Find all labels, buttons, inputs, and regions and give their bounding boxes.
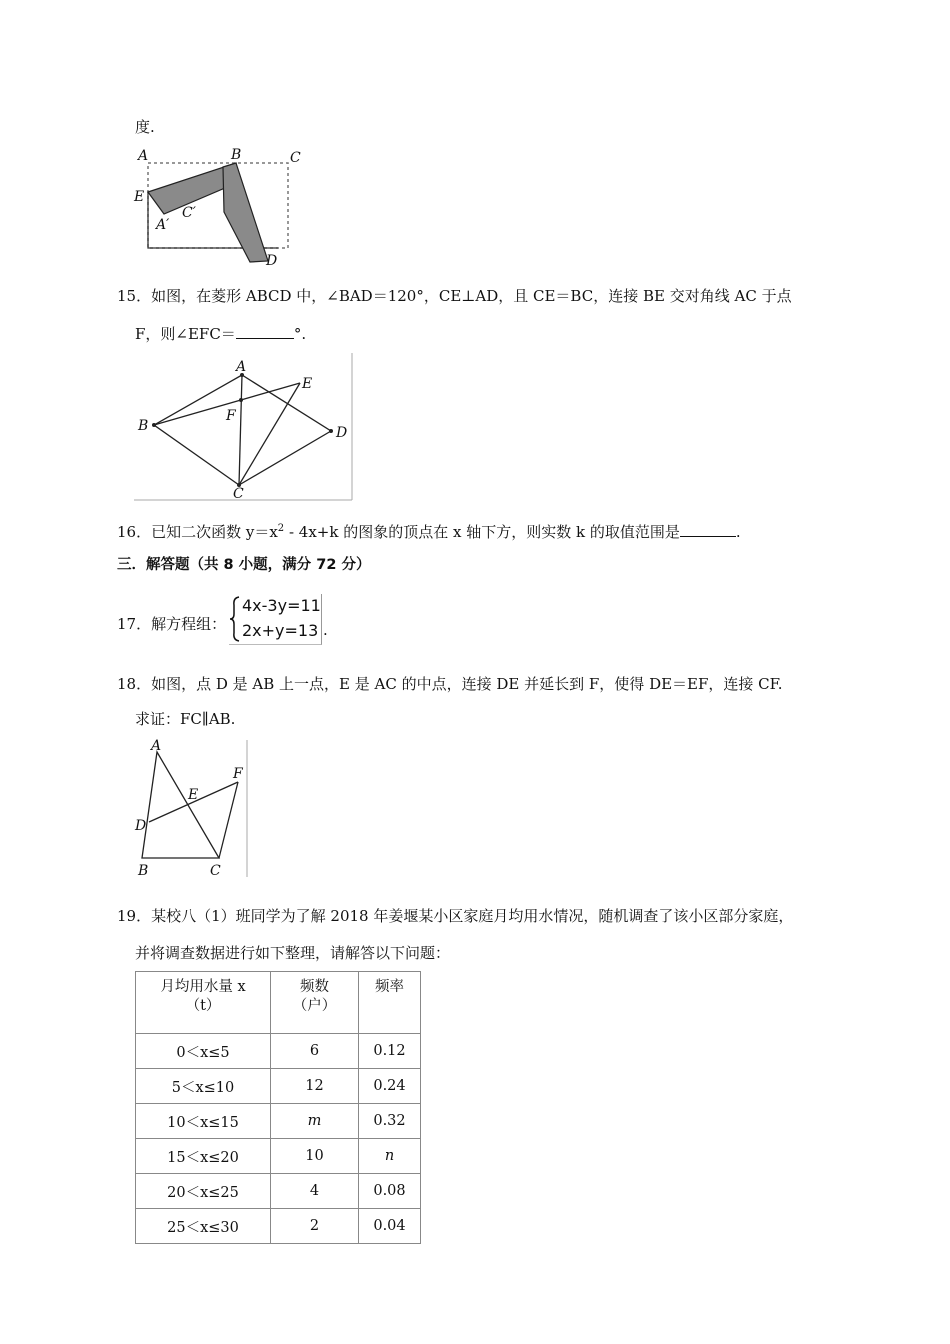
q18-line2: 求证：FC∥AB. [135, 710, 236, 728]
q14-label-C: C [290, 150, 301, 166]
q18-line-FC [219, 782, 238, 858]
q15-diagonal-AC [239, 375, 242, 485]
table-cell: 10＜x≤15 [136, 1104, 271, 1139]
q18-label-D: D [135, 818, 147, 834]
q19-frequency-table [135, 971, 421, 1244]
q16-text [117, 519, 741, 542]
q14-label-A-prime: A′ [156, 217, 170, 233]
table-header-row [136, 972, 421, 1034]
table-cell: 5＜x≤10 [136, 1069, 271, 1104]
q19-line1: 19．某校八（1）班同学为了解 2018 年姜堰某小区家庭月均用水情况，随机调查了该小区部分家庭， [117, 907, 794, 925]
q15-label-E: E [302, 376, 313, 392]
section-3-heading: 三．解答题（共 8 小题，满分 72 分） [117, 557, 371, 573]
table-cell: 4 [271, 1174, 359, 1209]
q15-label-D: D [336, 425, 348, 441]
q17-equation-system [229, 594, 322, 645]
q14-label-D: D [266, 253, 278, 269]
q16-post: - 4x+k 的图象的顶点在 x 轴下方，则实数 k 的取值范围是 [284, 523, 680, 541]
q15-line2 [135, 324, 306, 344]
q18-label-B: B [138, 863, 149, 879]
table-cell: 0.32 [359, 1104, 421, 1139]
table-cell: m [271, 1104, 359, 1139]
q19-line2: 并将调查数据进行如下整理，请解答以下问题： [135, 944, 451, 962]
table-cell: 0.08 [359, 1174, 421, 1209]
q16-sup: 2 [277, 523, 285, 534]
q14-label-A: A [138, 148, 149, 164]
q17-end: . [323, 621, 328, 639]
table-header-x: 月均用水量 x （t） [136, 972, 271, 1034]
q15-label-F: F [226, 408, 236, 424]
q15-answer-blank [236, 324, 294, 339]
table-cell: 10 [271, 1139, 359, 1174]
table-row [136, 1034, 421, 1069]
table-header-count: 频数 （户） [271, 972, 359, 1034]
q18-label-E: E [188, 787, 199, 803]
table-cell: 20＜x≤25 [136, 1174, 271, 1209]
q15-figure [134, 353, 354, 501]
table-row [136, 1104, 421, 1139]
table-row [136, 1139, 421, 1174]
table-row [136, 1209, 421, 1244]
q15-label-C: C [233, 486, 244, 501]
q14-label-B: B [231, 147, 242, 163]
q15-point-D [329, 429, 333, 433]
q15-line1: 15．如图，在菱形 ABCD 中，∠BAD＝120°，CE⊥AD，且 CE＝BC，连接 BE 交对角线 AC 于点 [117, 287, 792, 305]
q15-line2-post: °. [293, 325, 307, 343]
table-row [136, 1069, 421, 1104]
table-cell: 6 [271, 1034, 359, 1069]
q14-tail-text: 度. [135, 118, 155, 136]
q17-label: 17．解方程组： [117, 615, 227, 633]
q18-line1: 18．如图，点 D 是 AB 上一点，E 是 AC 的中点，连接 DE 并延长到 F，使得 DE＝EF，连接 CF. [117, 675, 783, 693]
q17-eq1: 4x-3y=11 [242, 596, 321, 615]
q18-triangle-ABC [142, 752, 219, 858]
table-cell: n [359, 1139, 421, 1174]
q16-pre: 16．已知二次函数 y＝x [117, 523, 278, 541]
table-cell: 2 [271, 1209, 359, 1244]
q15-point-F [239, 398, 243, 402]
q17-eq2: 2x+y=13 [242, 621, 319, 640]
q14-label-C-prime: C′ [182, 205, 196, 221]
q17-brace-icon [229, 596, 241, 642]
table-cell: 0.04 [359, 1209, 421, 1244]
q16-end: . [735, 523, 741, 541]
table-row [136, 1174, 421, 1209]
q18-figure [130, 737, 250, 879]
q14-figure [128, 142, 308, 270]
q18-label-A: A [151, 738, 162, 754]
q15-point-B [152, 423, 156, 427]
q15-line2-pre: F，则∠EFC＝ [135, 325, 236, 343]
table-cell: 12 [271, 1069, 359, 1104]
q18-label-C: C [210, 863, 221, 879]
table-cell: 0.24 [359, 1069, 421, 1104]
table-cell: 15＜x≤20 [136, 1139, 271, 1174]
q16-answer-blank [680, 522, 736, 537]
q14-shaded-right [223, 163, 268, 262]
table-cell: 0＜x≤5 [136, 1034, 271, 1069]
table-cell: 25＜x≤30 [136, 1209, 271, 1244]
q15-label-A: A [236, 359, 247, 375]
q14-label-E: E [134, 189, 145, 205]
table-cell: 0.12 [359, 1034, 421, 1069]
table-header-rate: 频率 [359, 972, 421, 1034]
q18-label-F: F [233, 766, 243, 782]
q15-label-B: B [138, 418, 149, 434]
